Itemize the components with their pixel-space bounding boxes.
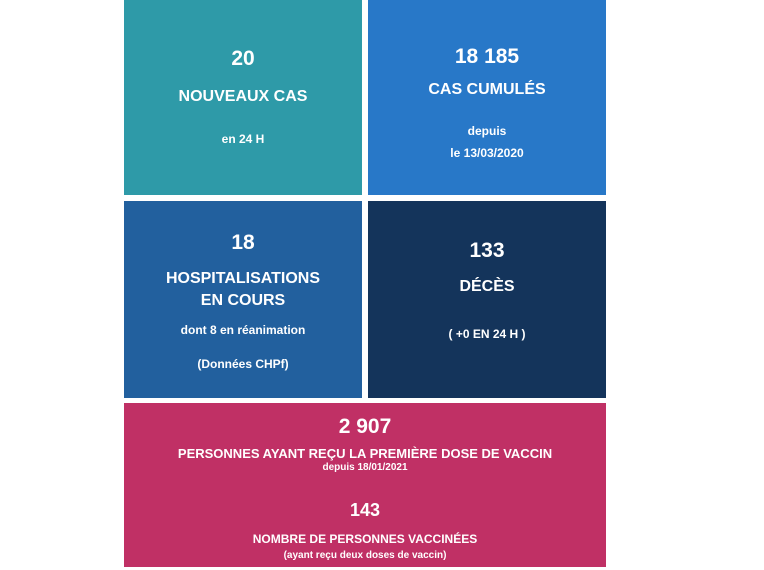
deaths-label: DÉCÈS (459, 278, 515, 295)
cumulative-label: CAS CUMULÉS (428, 81, 546, 98)
deaths-tile (368, 201, 606, 398)
deaths-sub: ( +0 EN 24 H ) (448, 327, 526, 341)
cumulative-value: 18 185 (454, 45, 520, 68)
deaths-value: 133 (469, 239, 505, 262)
first-dose-value: 2 907 (338, 415, 392, 438)
hospitalisations-tile (124, 201, 362, 398)
vaccinated-sub: (ayant reçu deux doses de vaccin) (283, 550, 447, 561)
hospital-label-1: HOSPITALISATIONS (165, 270, 321, 287)
vaccinated-label: NOMBRE DE PERSONNES VACCINÉES (252, 532, 478, 546)
cumulative-sub-2: le 13/03/2020 (450, 146, 524, 160)
new-cases-tile (124, 0, 362, 195)
new-cases-value: 20 (231, 47, 255, 70)
hospital-value: 18 (231, 231, 255, 254)
hospital-sub-2: (Données CHPf) (197, 357, 289, 371)
vaccination-tile (124, 403, 606, 567)
new-cases-label: NOUVEAUX CAS (178, 88, 308, 105)
cumulative-cases-tile (368, 0, 606, 195)
hospital-label-2: EN COURS (200, 292, 286, 309)
first-dose-label: PERSONNES AYANT REÇU LA PREMIÈRE DOSE DE VACCIN (177, 446, 553, 461)
vaccinated-value: 143 (349, 500, 381, 520)
cumulative-sub-1: depuis (467, 124, 507, 138)
hospital-sub-1: dont 8 en réanimation (180, 323, 306, 337)
first-dose-sub: depuis 18/01/2021 (322, 462, 408, 473)
new-cases-sub: en 24 H (221, 132, 265, 146)
